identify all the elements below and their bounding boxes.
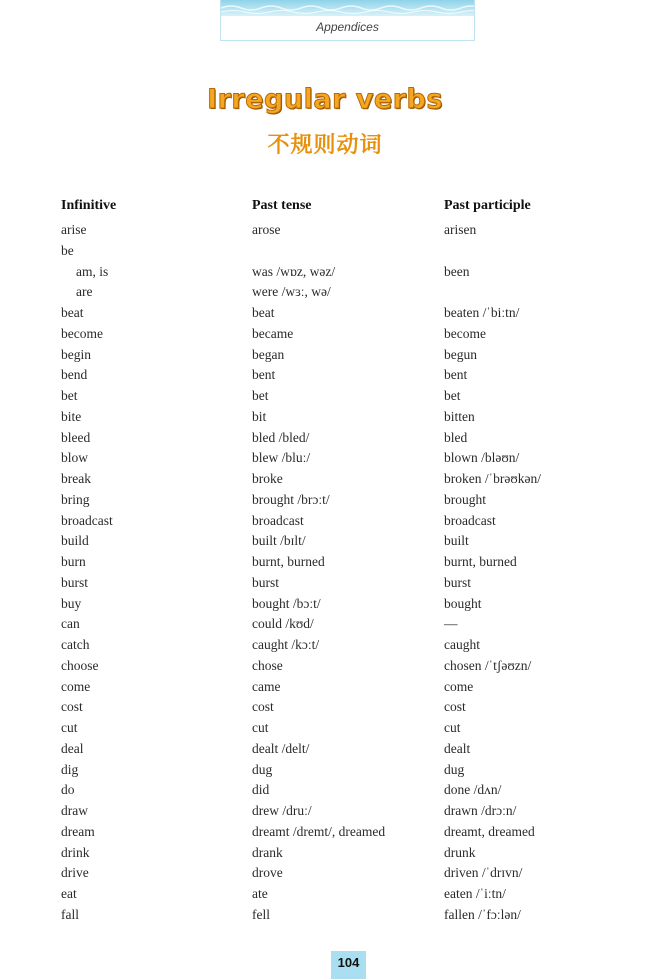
appendices-header-tab [220,0,475,41]
past-tense-cell: arose [252,222,281,237]
table-row [0,596,650,617]
past-tense-cell: bled /bled/ [252,429,310,445]
past-participle-cell: arisen [444,222,477,237]
table-row [0,637,650,658]
past-participle-cell: dug [444,761,465,777]
past-participle-cell: chosen /ˈtʃəʊzn/ [444,657,532,673]
infinitive-cell: burst [61,574,88,590]
column-header-past-tense: Past tense [252,198,312,213]
infinitive-cell: build [61,533,89,549]
past-tense-cell: bit [252,408,267,424]
infinitive-cell: dig [61,761,79,777]
past-tense-cell: cost [252,699,274,715]
infinitive-cell: blow [61,450,88,466]
past-tense-cell: dreamt /dremt/, dreamed [252,823,386,839]
table-row [0,533,650,554]
past-participle-cell: broken /ˈbrəʊkən/ [444,471,541,486]
past-tense-cell: beat [252,305,275,320]
infinitive-cell: broadcast [61,512,113,528]
infinitive-cell: eat [61,886,77,901]
infinitive-cell: bet [61,388,78,403]
wave-pattern [221,0,474,16]
infinitive-cell: bite [61,408,82,424]
past-tense-cell: became [252,325,294,341]
table-row [0,720,650,741]
past-tense-cell: broadcast [252,512,304,528]
past-tense-cell: dealt /delt/ [252,740,310,756]
past-participle-cell: bet [444,388,461,403]
past-tense-cell: drove [252,865,283,881]
past-participle-cell: bent [444,367,468,383]
table-row [0,367,650,388]
table-row [0,907,650,928]
past-participle-cell: begun [444,346,477,362]
infinitive-cell: break [61,471,91,486]
table-row [0,409,650,430]
infinitive-cell: burn [61,554,86,569]
infinitive-cell: dream [61,823,95,839]
infinitive-cell: beat [61,305,84,320]
past-tense-cell: were /wɜː, wə/ [252,284,331,300]
table-row [0,388,650,409]
past-tense-cell: built /bɪlt/ [252,533,306,549]
table-row [0,803,650,824]
past-participle-cell: beaten /ˈbiːtn/ [444,305,520,320]
table-row [0,554,650,575]
past-tense-cell: burst [252,574,279,590]
table-row [0,492,650,513]
page-number-tab [331,951,366,979]
table-row [0,471,650,492]
infinitive-cell: bleed [61,429,91,445]
past-participle-cell: come [444,678,474,694]
table-row [0,616,650,637]
past-participle-cell: burst [444,574,471,590]
table-row [0,865,650,886]
past-participle-cell: cut [444,720,461,735]
table-row [0,762,650,783]
table-row [0,782,650,803]
past-tense-cell: did [252,782,270,798]
past-participle-cell: bitten [444,408,475,424]
past-participle-cell: drawn /drɔːn/ [444,803,517,818]
column-header-infinitive: Infinitive [61,198,117,213]
section-label: Appendices [316,20,379,34]
past-participle-cell: driven /ˈdrɪvn/ [444,865,523,881]
infinitive-cell: become [61,325,103,341]
past-tense-cell: dug [252,761,273,777]
past-tense-cell: chose [252,657,283,673]
past-tense-cell: brought /brɔːt/ [252,491,330,507]
table-row [0,347,650,368]
past-participle-cell: burnt, burned [444,554,517,569]
infinitive-cell: begin [61,346,91,362]
infinitive-cell: am, is [76,263,109,279]
table-row [0,243,650,264]
table-row [0,886,650,907]
past-participle-cell: become [444,325,486,341]
header-stripe [221,0,474,16]
infinitive-cell: drive [61,865,89,881]
past-tense-cell: ate [252,886,268,901]
past-participle-cell: built [444,533,469,549]
table-row [0,305,650,326]
past-tense-cell: bet [252,388,269,403]
infinitive-cell: bend [61,367,88,383]
past-participle-cell: been [444,263,470,279]
past-tense-cell: burnt, burned [252,554,325,569]
past-participle-cell: — [444,616,458,632]
past-participle-cell: dealt [444,740,471,756]
past-tense-cell: was /wɒz, wəz/ [252,263,336,279]
past-tense-cell: bought /bɔːt/ [252,595,321,611]
table-row [0,450,650,471]
infinitive-cell: be [61,242,74,258]
past-participle-cell: bled [444,429,468,445]
infinitive-cell: catch [61,637,90,652]
table-row [0,430,650,451]
past-participle-cell: drunk [444,844,476,860]
past-tense-cell: drew /druː/ [252,803,312,818]
table-row [0,741,650,762]
page-number: 104 [337,955,360,970]
past-tense-cell: bent [252,367,276,383]
past-participle-cell: caught [444,637,480,652]
past-participle-cell: blown /bləʊn/ [444,450,520,466]
past-tense-cell: came [252,678,281,694]
infinitive-cell: cut [61,720,78,735]
infinitive-cell: cost [61,699,83,715]
table-row [0,845,650,866]
infinitive-cell: drink [61,844,90,860]
table-row [0,513,650,534]
infinitive-cell: choose [61,657,99,673]
infinitive-cell: do [61,782,75,798]
page-title: Irregular verbs [207,84,443,115]
infinitive-cell: arise [61,222,87,237]
table-row [0,824,650,845]
past-tense-cell: caught /kɔːt/ [252,637,320,652]
past-tense-cell: began [252,346,285,362]
column-header-past-participle: Past participle [444,198,531,213]
table-row [0,658,650,679]
table-row [0,264,650,285]
table-row [0,326,650,347]
past-participle-cell: done /dʌn/ [444,782,502,798]
infinitive-cell: can [61,616,80,632]
table-row [0,679,650,700]
past-tense-cell: drank [252,844,283,860]
verb-table [0,222,650,928]
table-row [0,222,650,243]
infinitive-cell: come [61,678,91,694]
infinitive-cell: deal [61,740,84,756]
table-row [0,699,650,720]
infinitive-cell: fall [61,906,79,922]
infinitive-cell: buy [61,595,82,611]
past-tense-cell: fell [252,906,270,922]
past-participle-cell: bought [444,595,482,611]
past-tense-cell: cut [252,720,269,735]
infinitive-cell: are [76,284,93,300]
past-participle-cell: fallen /ˈfɔːlən/ [444,906,521,922]
infinitive-cell: draw [61,803,88,818]
past-participle-cell: broadcast [444,512,496,528]
infinitive-cell: bring [61,491,90,507]
table-row [0,284,650,305]
page-subtitle: 不规则动词 [267,133,383,158]
past-participle-cell: eaten /ˈiːtn/ [444,886,506,901]
past-participle-cell: cost [444,699,466,715]
past-tense-cell: blew /bluː/ [252,450,311,466]
past-tense-cell: broke [252,471,283,486]
past-participle-cell: dreamt, dreamed [444,823,535,839]
table-row [0,575,650,596]
past-participle-cell: brought [444,491,486,507]
past-tense-cell: could /kʊd/ [252,616,314,632]
